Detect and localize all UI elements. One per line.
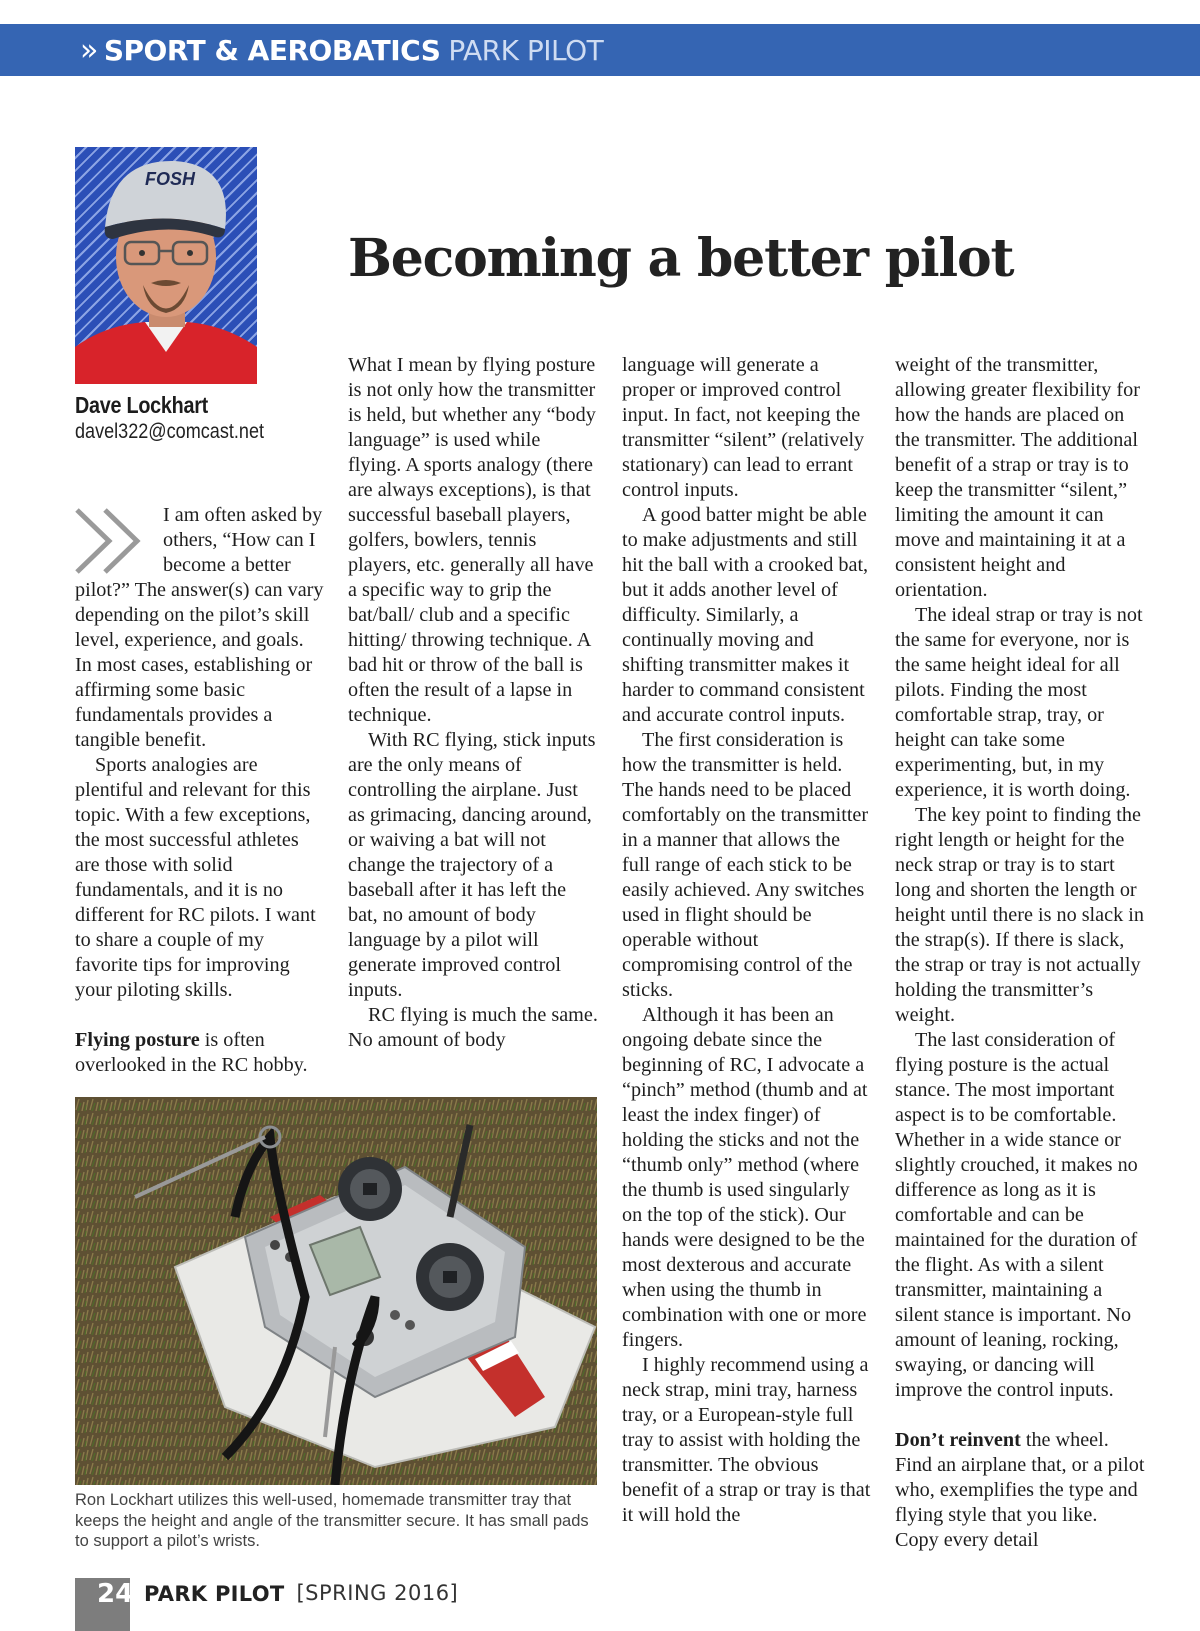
article-column-4 bbox=[895, 353, 1145, 1553]
article-column-1 bbox=[75, 503, 325, 1078]
paragraph: With RC flying, stick inputs are the only means of controlling the airplane. Just as grimacing, dancing around, or waiving a bat will not change the trajectory of a baseball after it has left the bat, no amount of body language by a pilot will generate improved control inputs. bbox=[348, 729, 596, 1001]
transmitter-tray-photo-icon bbox=[75, 1097, 597, 1485]
paragraph-text: the wheel. Find an airplane that, or a pilot who, exemplifies the type and flying style that you like. Copy every detail bbox=[895, 1429, 1145, 1551]
author-portrait-icon bbox=[75, 147, 257, 384]
paragraph: A good batter might be able to make adjustments and still hit the ball with a crooked bat, but it adds another level of difficulty. Similarly, a continually moving and shifting transmitter makes it harder to command consistent and accurate control inputs. bbox=[622, 504, 869, 726]
paragraph: Although it has been an ongoing debate since the beginning of RC, I advocate a “pinch” method (thumb and at least the index finger) of holding the sticks and not the “thumb only” method (where the thumb is used singularly on the top of the stick). Our hands were designed to be the most dexterous and accurate when using the thumb in combination with one or more fingers. bbox=[622, 1004, 868, 1351]
article-title: Becoming a better pilot bbox=[348, 228, 1014, 289]
paragraph: The key point to finding the right length or height for the neck strap or tray is to start long and shorten the length or height until there is no slack in the strap(s). If there is slack, the strap or tray is not actually holding the transmitter’s weight. bbox=[895, 804, 1144, 1026]
paragraph: weight of the transmitter, allowing greater flexibility for how the hands are placed on the transmitter. The additional benefit of a strap or tray is to keep the transmitter “silent,” limiting the amount it can move and maintaining it at a consistent height and orientation. bbox=[895, 354, 1140, 601]
paragraph: language will generate a proper or improved control input. In fact, not keeping the transmitter “silent” (relatively stationary) can lead to errant control inputs. bbox=[622, 354, 865, 501]
page-number: 24 bbox=[75, 1578, 130, 1631]
paragraph bbox=[895, 1428, 1145, 1553]
photo-caption: Ron Lockhart utilizes this well-used, homemade transmitter tray that keeps the height and angle of the transmitter secure. It has small pads to support a pilot’s wrists. bbox=[75, 1491, 589, 1550]
article-column-3 bbox=[622, 353, 872, 1528]
footer-magazine-name: PARK PILOT bbox=[144, 1582, 285, 1606]
subhead-dont-reinvent: Don’t reinvent bbox=[895, 1429, 1021, 1451]
author-email-link[interactable]: davel322@comcast.net bbox=[75, 420, 265, 443]
paragraph: Sports analogies are plentiful and relevant for this topic. With a few exceptions, the most successful athletes are those with solid fundamentals, and it is no different for RC pilots. I want to share a couple of my favorite tips for improving your piloting skills. bbox=[75, 754, 316, 1001]
subhead-flying-posture: Flying posture bbox=[75, 1029, 200, 1051]
paragraph-text: is often overlooked in the RC hobby. bbox=[75, 1029, 308, 1076]
page-footer bbox=[75, 1578, 458, 1631]
magazine-name: PARK PILOT bbox=[448, 33, 604, 67]
paragraph: I highly recommend using a neck strap, mini tray, harness tray, or a European-style full tray to assist with holding the transmitter. The obvious benefit of a strap or tray is that it will hold the bbox=[622, 1354, 871, 1526]
chevron-right-icon: » bbox=[80, 32, 98, 68]
article-column-2 bbox=[348, 353, 598, 1053]
section-name: SPORT & AEROBATICS bbox=[103, 33, 441, 67]
author-name: Dave Lockhart bbox=[75, 392, 208, 418]
footer-issue-date: [SPRING 2016] bbox=[296, 1581, 459, 1605]
paragraph: RC flying is much the same. No amount of body bbox=[348, 1004, 598, 1051]
paragraph: The first consideration is how the transmitter is held. The hands need to be placed comfortably on the transmitter in a manner that allows the full range of each stick to be easily achieved. Any switches used in flight should be operable without compromising control of the sticks. bbox=[622, 729, 869, 1001]
cap-logo-text: FOSH bbox=[145, 169, 196, 189]
paragraph: What I mean by flying posture is not only how the transmitter is held, but whether any “body language” is used while flying. A sports analogy (there are always exceptions), is that successful baseball players, golfers, bowlers, tennis players, etc. generally all have a specific way to grip the bat/ball/ club and a specific hitting/ throwing technique. A bad hit or throw of the ball is often the result of a lapse in technique. bbox=[348, 354, 596, 726]
double-chevron-icon bbox=[75, 506, 157, 576]
paragraph: The ideal strap or tray is not the same for everyone, nor is the same height ideal for all pilots. Finding the most comfortable strap, tray, or height can take some experimenting, but, in my experience, it is worth doing. bbox=[895, 604, 1143, 801]
section-header-bar bbox=[0, 24, 1200, 76]
paragraph: The last consideration of flying posture is the actual stance. The most important aspect is to be comfortable. Whether in a wide stance or slightly crouched, it makes no difference as long as it is comfortable and can be maintained for the duration of the flight. As with a silent transmitter, maintaining a silent stance is important. No amount of leaning, rocking, swaying, or dancing will improve the control inputs. bbox=[895, 1029, 1138, 1401]
paragraph: I am often asked by others, “How can I become a better pilot?” The answer(s) can vary depending on the pilot’s skill level, experience, and goals. In most cases, establishing or affirming some basic fundamentals provides a tangible benefit. bbox=[75, 504, 324, 751]
paragraph bbox=[75, 1028, 325, 1078]
